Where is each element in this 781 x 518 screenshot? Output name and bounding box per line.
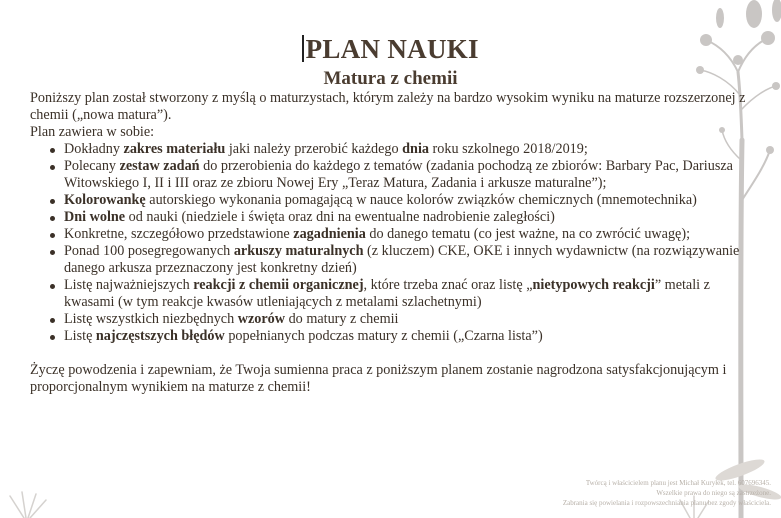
closing-paragraph: Życzę powodzenia i zapewniam, że Twoja sumienna praca z poniższym planem zostanie nagrodzona satysfakcjonującym i proporcjonalnym wynikiem na maturze z chemii! (30, 362, 727, 395)
list-item: Listę najczęstszych błędów popełnianych podczas matury z chemii („Czarna lista”) (64, 328, 755, 345)
copyright-footer (451, 478, 771, 508)
document-body (30, 90, 755, 396)
intro-paragraph: Poniższy plan został stworzony z myślą o maturzystach, którym zależy na bardzo wysokim wyniku na maturze rozszerzonej z chemii („nowa matura”). (30, 90, 746, 123)
list-item: Dni wolne od nauki (niedziele i święta oraz dni na ewentualne nadrobienie zaległości) (64, 209, 755, 226)
list-item: Dokładny zakres materiału jaki należy przerobić każdego dnia roku szkolnego 2018/2019; (64, 141, 755, 158)
plan-list (30, 141, 755, 345)
list-item: Konkretne, szczegółowo przedstawione zagadnienia do danego tematu (co jest ważne, na co zwrócić uwagę); (64, 226, 755, 243)
list-item: Kolorowankę autorskiego wykonania pomagającą w nauce kolorów związków chemicznych (mnemotechnika) (64, 192, 755, 209)
plan-label: Plan zawiera w sobie: (30, 124, 155, 140)
list-item: Polecany zestaw zadań do przerobienia do każdego z tematów (zadania pochodzą ze zbiorów: Barbary Pac, Dariusza Witowskiego I, II i III oraz ze zbioru Nowej Ery „Teraz Matura, Zadania i arkusze maturalne”); (64, 158, 755, 192)
page-title-text: PLAN NAUKI (305, 34, 479, 64)
page-subtitle: Matura z chemii (323, 68, 458, 89)
footer-line: Wszelkie prawa do niego są zastrzeżone. (656, 489, 771, 497)
list-item: Listę najważniejszych reakcji z chemii organicznej, które trzeba znać oraz listę „nietypowych reakcji” metali z kwasami (w tym reakcje kwasów utleniających z metalami szlachetnymi) (64, 277, 755, 311)
page-title (0, 34, 781, 65)
list-item: Listę wszystkich niezbędnych wzorów do matury z chemii (64, 311, 755, 328)
text-cursor (302, 35, 304, 62)
list-item: Ponad 100 posegregowanych arkuszy maturalnych (z kluczem) CKE, OKE i innych wydawnictw (na rozwiązywanie danego arkusza przeznaczony jest konkretny dzień) (64, 243, 755, 277)
footer-line: Zabrania się powielania i rozpowszechniania planu bez zgody właściciela. (562, 499, 771, 507)
footer-line: Twórcą i właścicielem planu jest Michał Kuryłek, tel. 607696345. (585, 479, 771, 487)
